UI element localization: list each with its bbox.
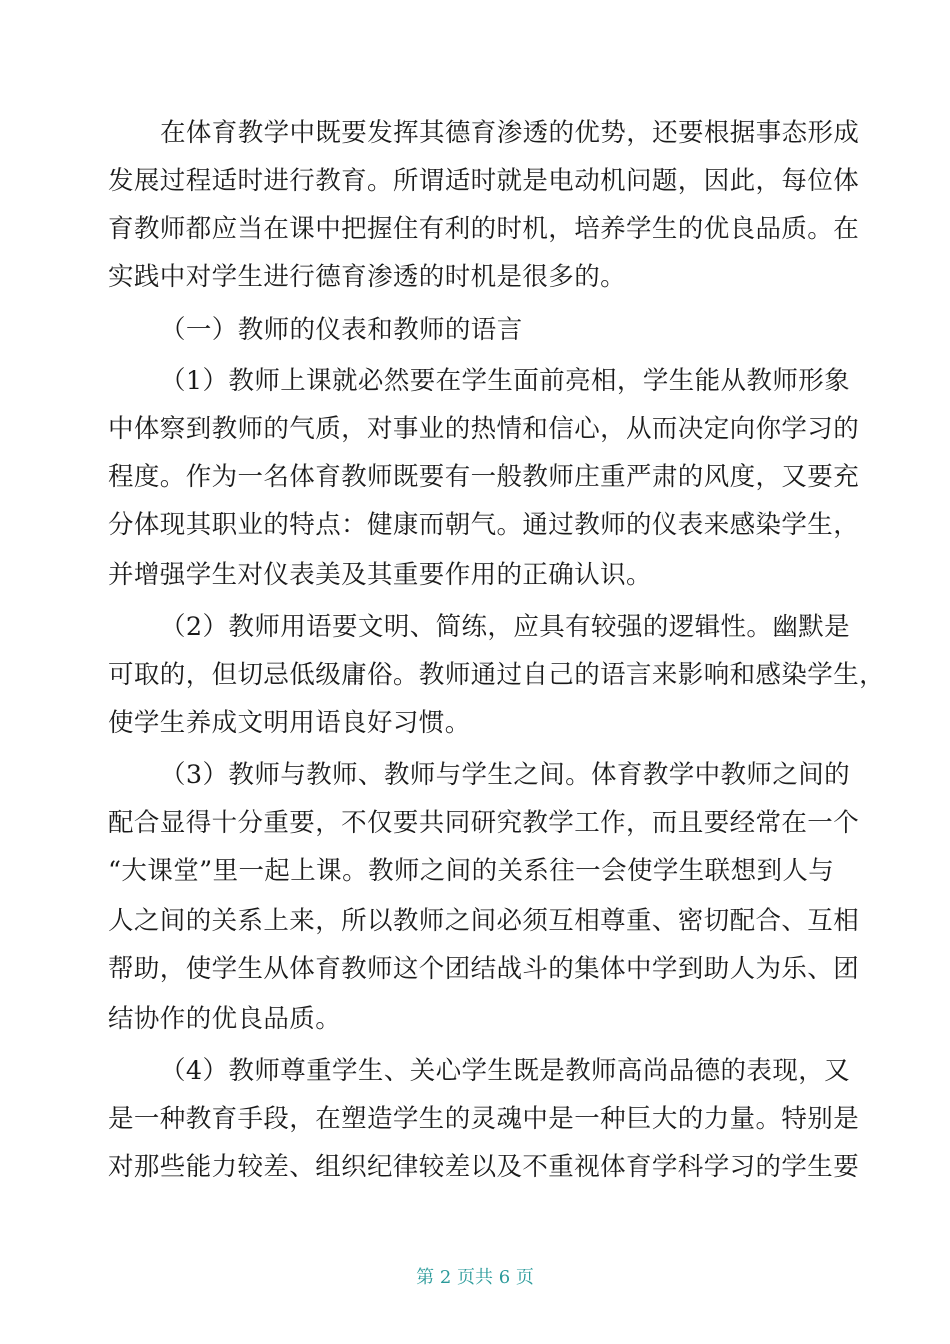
text-line: 并增强学生对仪表美及其重要作用的正确认识。 xyxy=(108,560,652,590)
text-line: （3）教师与教师、教师与学生之间。体育教学中教师之间的 xyxy=(160,760,851,790)
text-line: 使学生养成文明用语良好习惯。 xyxy=(108,708,471,738)
text-line: 育教师都应当在课中把握住有利的时机，培养学生的优良品质。在 xyxy=(108,214,860,244)
text-line: 人之间的关系上来，所以教师之间必须互相尊重、密切配合、互相 xyxy=(108,906,860,936)
text-line: 分体现其职业的特点：健康而朝气。通过教师的仪表来感染学生， xyxy=(108,510,860,540)
text-line: 可取的，但切忌低级庸俗。教师通过自己的语言来影响和感染学生， xyxy=(108,660,886,690)
text-line: 在体育教学中既要发挥其德育渗透的优势，还要根据事态形成 xyxy=(160,118,860,148)
text-line: 发展过程适时进行教育。所谓适时就是电动机问题，因此，每位体 xyxy=(108,166,860,196)
page-number-footer: 第 2 页共 6 页 xyxy=(416,1267,534,1288)
text-line: 中体察到教师的气质，对事业的热情和信心，从而决定向你学习的 xyxy=(108,414,860,444)
section-heading: （一）教师的仪表和教师的语言 xyxy=(160,315,523,345)
text-line: 程度。作为一名体育教师既要有一般教师庄重严肃的风度，又要充 xyxy=(108,462,860,492)
text-line: 结协作的优良品质。 xyxy=(108,1004,342,1034)
text-line: 对那些能力较差、组织纪律较差以及不重视体育学科学习的学生要 xyxy=(108,1152,860,1182)
text-line: 实践中对学生进行德育渗透的时机是很多的。 xyxy=(108,262,627,292)
text-line: （1）教师上课就必然要在学生面前亮相，学生能从教师形象 xyxy=(160,366,851,396)
text-line: 帮助，使学生从体育教师这个团结战斗的集体中学到助人为乐、团 xyxy=(108,954,860,984)
text-line: 配合显得十分重要，不仅要共同研究教学工作，而且要经常在一个 xyxy=(108,808,860,838)
text-line: “大课堂”里一起上课。教师之间的关系往一会使学生联想到人与 xyxy=(108,856,835,886)
text-line: （2）教师用语要文明、简练，应具有较强的逻辑性。幽默是 xyxy=(160,612,851,642)
text-line: （4）教师尊重学生、关心学生既是教师高尚品德的表现，又 xyxy=(160,1056,851,1086)
text-line: 是一种教育手段，在塑造学生的灵魂中是一种巨大的力量。特别是 xyxy=(108,1104,860,1134)
